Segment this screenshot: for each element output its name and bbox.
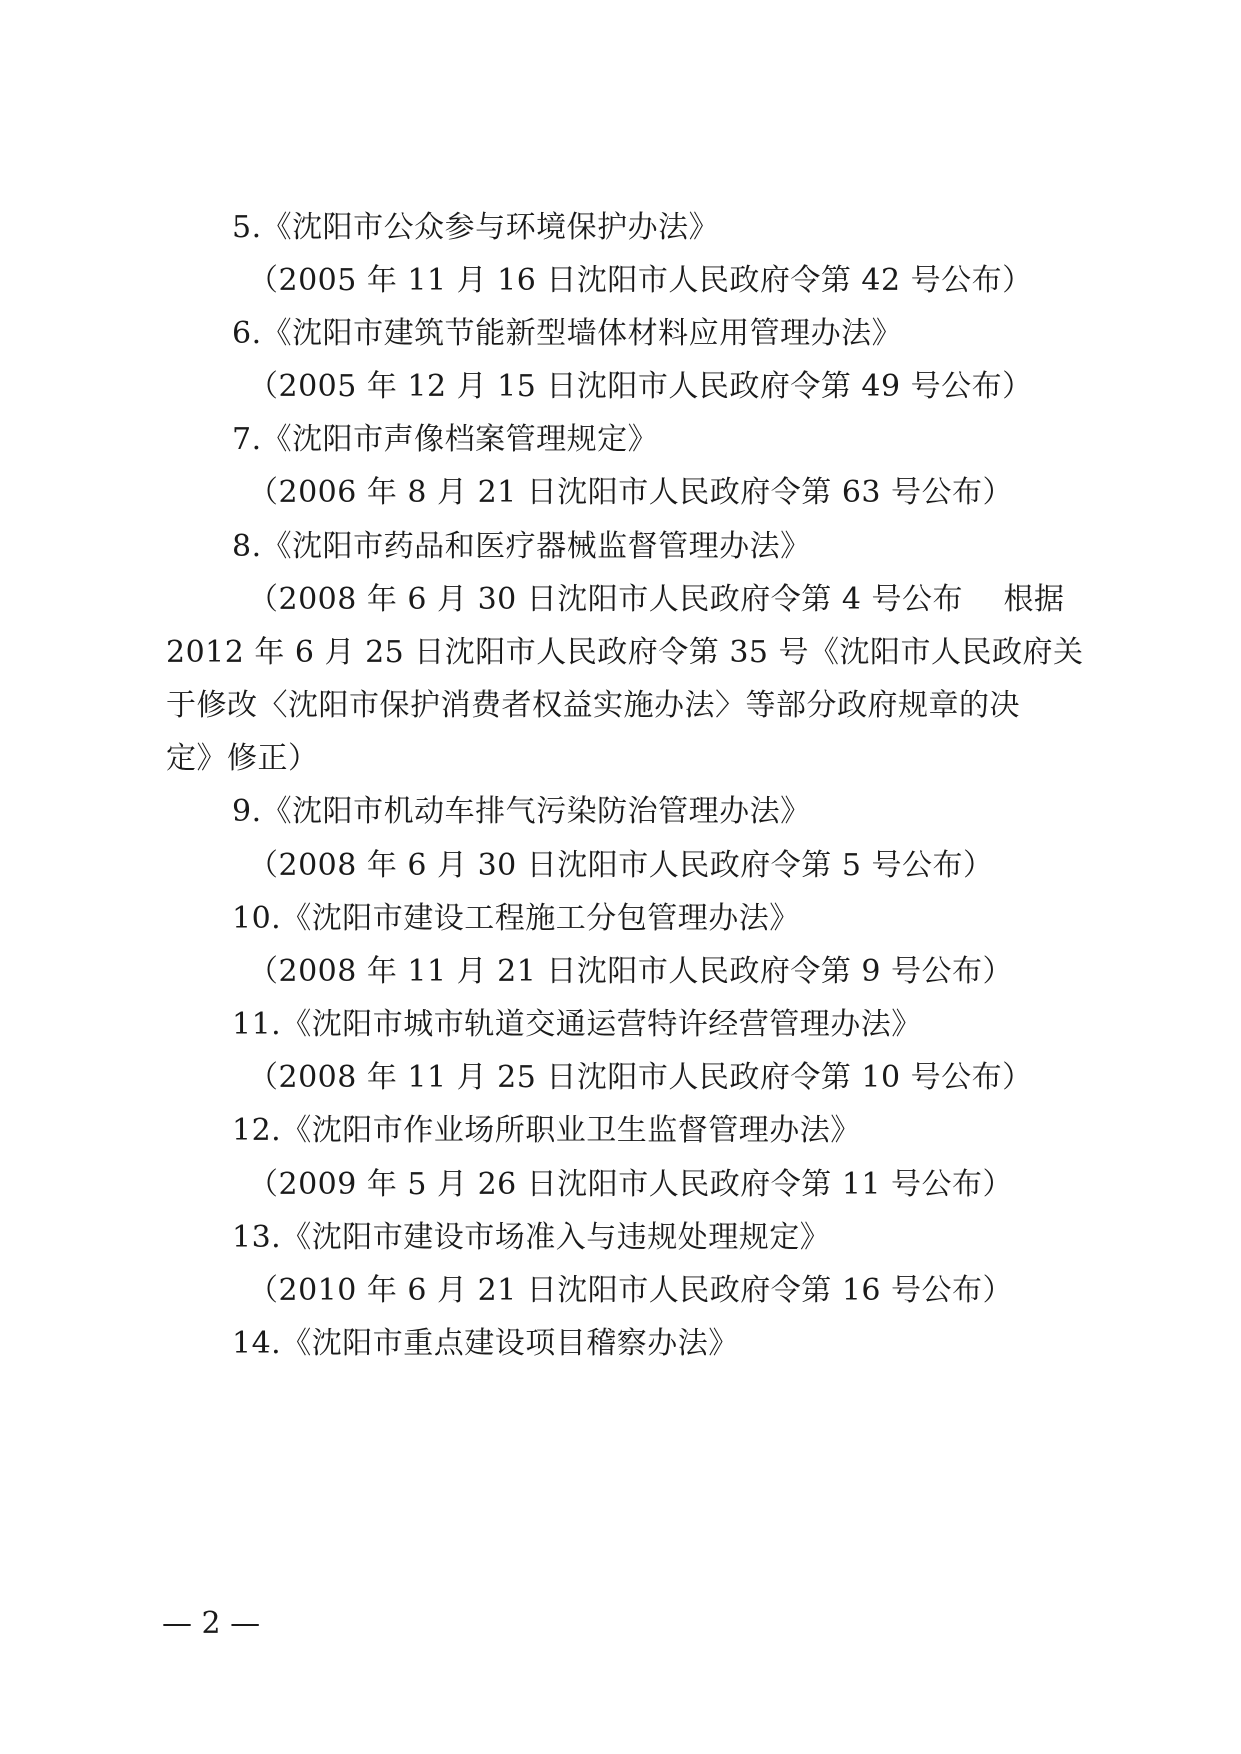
item-8-note-line-2: 2012 年 6 月 25 日沈阳市人民政府令第 35 号《沈阳市人民政府关	[166, 635, 1084, 670]
item-8-title: 8.《沈阳市药品和医疗器械监督管理办法》	[232, 529, 811, 564]
item-5-title: 5.《沈阳市公众参与环境保护办法》	[232, 210, 720, 245]
item-6-title: 6.《沈阳市建筑节能新型墙体材料应用管理办法》	[232, 316, 903, 351]
item-8-note-line-4: 定》修正）	[166, 741, 319, 776]
item-12-note: （2009 年 5 月 26 日沈阳市人民政府令第 11 号公布）	[248, 1167, 1014, 1202]
item-12-title: 12.《沈阳市作业场所职业卫生监督管理办法》	[232, 1113, 861, 1148]
item-7-note: （2006 年 8 月 21 日沈阳市人民政府令第 63 号公布）	[248, 475, 1014, 510]
item-7-title: 7.《沈阳市声像档案管理规定》	[232, 422, 659, 457]
item-8-note-line-1: （2008 年 6 月 30 日沈阳市人民政府令第 4 号公布 根据	[248, 582, 1065, 617]
item-14-title: 14.《沈阳市重点建设项目稽察办法》	[232, 1326, 739, 1361]
item-11-note: （2008 年 11 月 25 日沈阳市人民政府令第 10 号公布）	[248, 1060, 1033, 1095]
item-13-note: （2010 年 6 月 21 日沈阳市人民政府令第 16 号公布）	[248, 1273, 1014, 1308]
item-10-title: 10.《沈阳市建设工程施工分包管理办法》	[232, 901, 800, 936]
item-5-note: （2005 年 11 月 16 日沈阳市人民政府令第 42 号公布）	[248, 263, 1033, 298]
item-9-title: 9.《沈阳市机动车排气污染防治管理办法》	[232, 794, 811, 829]
item-8-note-line-3: 于修改〈沈阳市保护消费者权益实施办法〉等部分政府规章的决	[166, 688, 1020, 723]
item-11-title: 11.《沈阳市城市轨道交通运营特许经营管理办法》	[232, 1007, 922, 1042]
item-6-note: （2005 年 12 月 15 日沈阳市人民政府令第 49 号公布）	[248, 369, 1033, 404]
item-13-title: 13.《沈阳市建设市场准入与违规处理规定》	[232, 1220, 831, 1255]
item-10-note: （2008 年 11 月 21 日沈阳市人民政府令第 9 号公布）	[248, 954, 1014, 989]
page-number: — 2 —	[162, 1606, 261, 1641]
item-9-note: （2008 年 6 月 30 日沈阳市人民政府令第 5 号公布）	[248, 848, 994, 883]
